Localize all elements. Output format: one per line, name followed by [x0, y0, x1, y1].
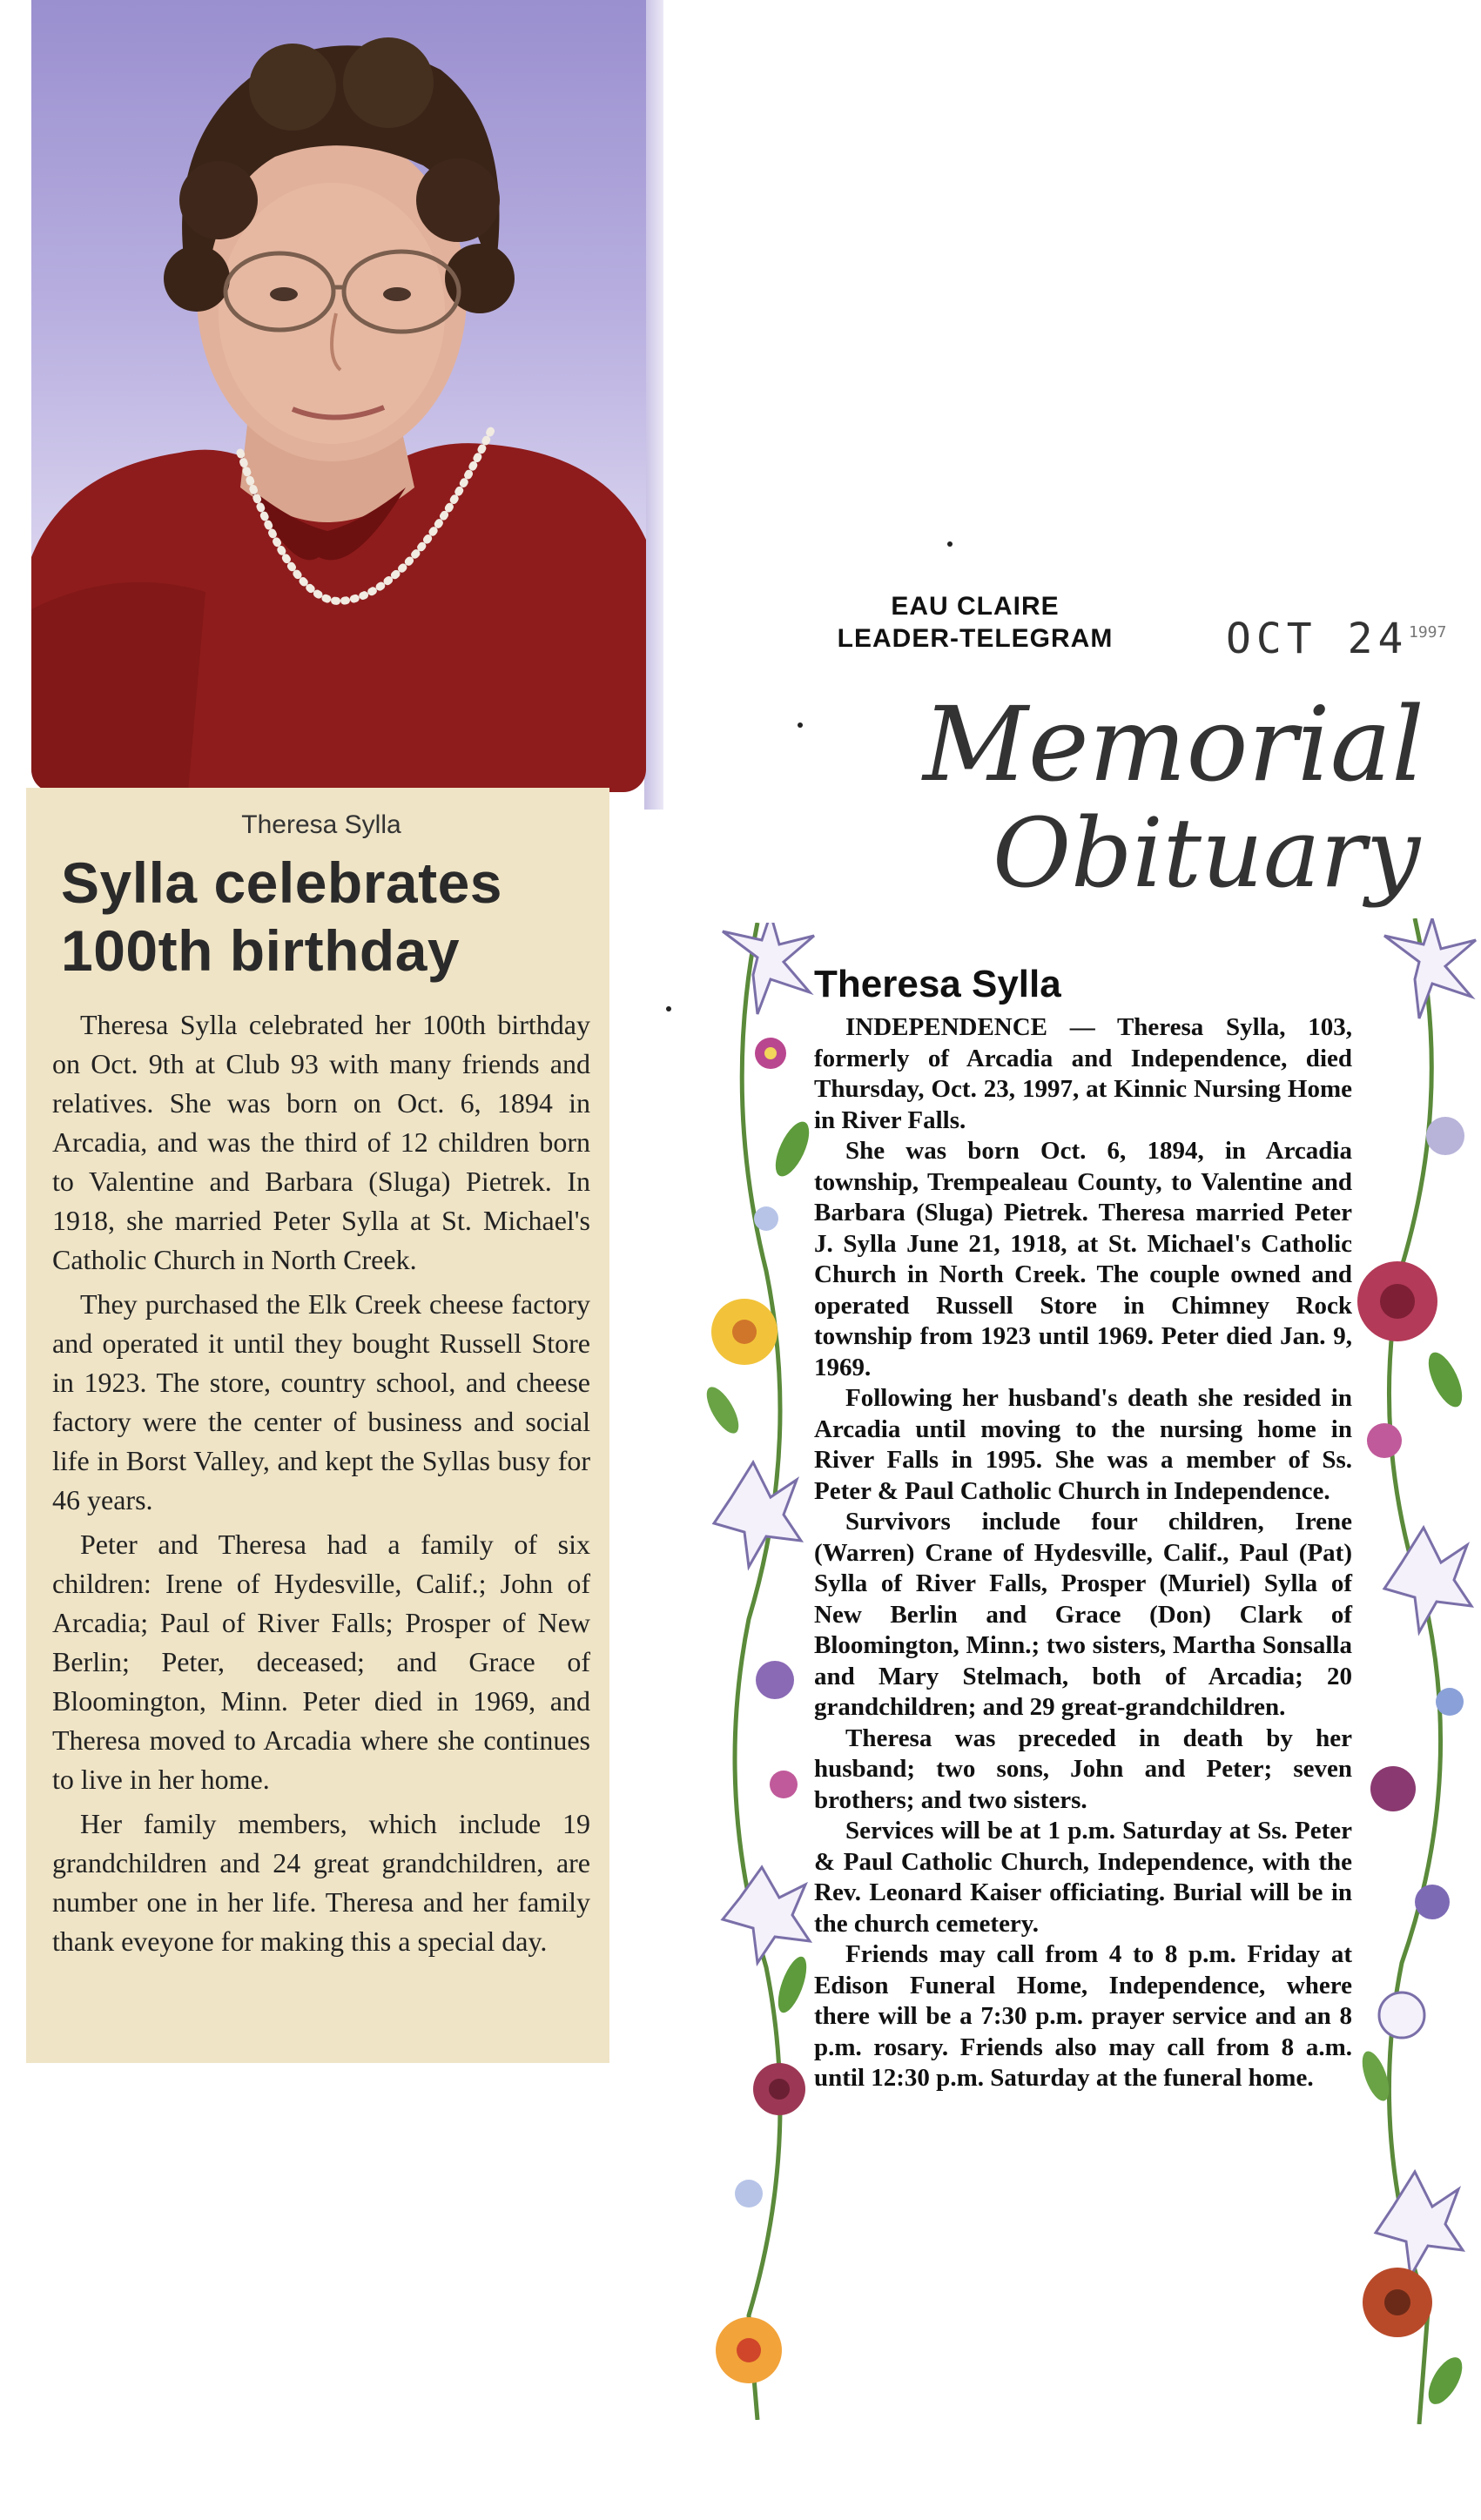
- photo-edge-strip: [644, 0, 663, 810]
- newspaper-name: [810, 590, 1141, 655]
- portrait-illustration: [31, 0, 646, 792]
- obituary-paragraph: Services will be at 1 p.m. Saturday at Ss. Peter & Paul Catholic Church, Independence, with the Rev. Leonard Kaiser officiating. Burial will be in the church cemetery.: [814, 1817, 1352, 1938]
- speck: [798, 722, 803, 728]
- left-floral-border: [697, 923, 818, 2420]
- title-line-obituary: Obituary: [993, 797, 1421, 909]
- lily-flower-icon: [723, 923, 814, 1014]
- obituary-paragraph: Theresa was preceded in death by her husband; two sons, John and Peter; seven brothers; and two sisters.: [814, 1724, 1352, 1814]
- article-paragraph: Theresa Sylla celebrated her 100th birthday on Oct. 9th at Club 93 with many friends and relatives. She was born on Oct. 6, 1894 in Arcadia, and was the third of 12 children born to Valentine and Barbara (Sluga) Pietrek. In 1918, she married Peter Sylla at St. Michael's Catholic Church in North Creek.: [52, 1009, 590, 1275]
- article-paragraph: Her family members, which include 19 grandchildren and 24 great grandchildren, are number one in her life. Theresa and her family thank eveyone for making this a special day.: [52, 1808, 590, 1957]
- date-stamp: OCT 24: [1226, 615, 1409, 663]
- yellow-flower-icon: [711, 1299, 778, 1365]
- obituary-paragraph: Friends may call from 4 to 8 p.m. Friday at Edison Funeral Home, Independence, where there will be a 7:30 p.m. prayer service and an 8 p.m. rosary. Friends also may call from 8 a.m. until 12:30 p.m. Saturday at the funeral home.: [814, 1940, 1352, 2092]
- article-body: [52, 1005, 590, 1961]
- obituary-paragraph: Survivors include four children, Irene (Warren) Crane of Hydesville, Calif., Paul (Pat) Sylla of River Falls, Prosper (Muriel) Sylla of New Berlin and Grace (Don) Clark of Bloomington, Minn.; two sisters, Martha Sonsalla and Mary Stelmach, both of Arcadia; 20 grandchildren; and 29 great-grandchildren.: [814, 1508, 1352, 1721]
- rose-icon: [1357, 1261, 1437, 1341]
- newspaper-name-line-1: EAU CLAIRE: [891, 592, 1060, 621]
- obituary-name: Theresa Sylla: [814, 963, 1061, 1005]
- headline-line-1: Sylla celebrates: [61, 850, 502, 915]
- speck: [666, 1006, 671, 1011]
- headline-line-2: 100th birthday: [61, 918, 461, 983]
- article-headline: [61, 849, 590, 984]
- article-paragraph: They purchased the Elk Creek cheese factory and operated it until they bought Russell Store in 1923. The store, country school, and cheese factory were the center of business and social life in Borst Valley, and kept the Syllas busy for 46 years.: [52, 1288, 590, 1515]
- birthday-article: [26, 788, 609, 2063]
- article-paragraph: Peter and Theresa had a family of six children: Irene of Hydesville, Calif.; John of Arcadia; Paul of River Falls; Prosper of New Berlin; Peter, deceased; and Grace of Bloomington, Minn. Peter died in 1969, and Theresa moved to Arcadia where she continues to live in her home.: [52, 1529, 590, 1795]
- title-line-memorial: Memorial: [923, 684, 1424, 804]
- obituary-notice: [814, 962, 1352, 2094]
- right-floral-border: [1350, 918, 1480, 2424]
- date-stamp-year: 1997: [1409, 623, 1447, 642]
- portrait-photo: [31, 0, 646, 792]
- photo-caption: Theresa Sylla: [241, 810, 401, 839]
- obituary-paragraph: INDEPENDENCE — Theresa Sylla, 103, formerly of Arcadia and Independence, died Thursday, Oct. 23, 1997, at Kinnic Nursing Home in River Falls.: [814, 1013, 1352, 1134]
- obituary-paragraph: Following her husband's death she resided in Arcadia until moving to the nursing home in River Falls in 1995. She was a member of Ss. Peter & Paul Catholic Church in Independence.: [814, 1384, 1352, 1505]
- obituary-paragraph: She was born Oct. 6, 1894, in Arcadia township, Trempealeau County, to Valentine and Barbara (Sluga) Pietrek. Theresa married Peter J. Sylla June 21, 1918, at St. Michael's Catholic Church in North Creek. The couple owned and operated Russell Store in Chimney Rock township from 1923 until 1969. Peter died Jan. 9, 1969.: [814, 1137, 1352, 1381]
- speck: [947, 541, 953, 547]
- memorial-obituary-title: [862, 684, 1424, 909]
- newspaper-name-line-2: LEADER-TELEGRAM: [837, 624, 1114, 653]
